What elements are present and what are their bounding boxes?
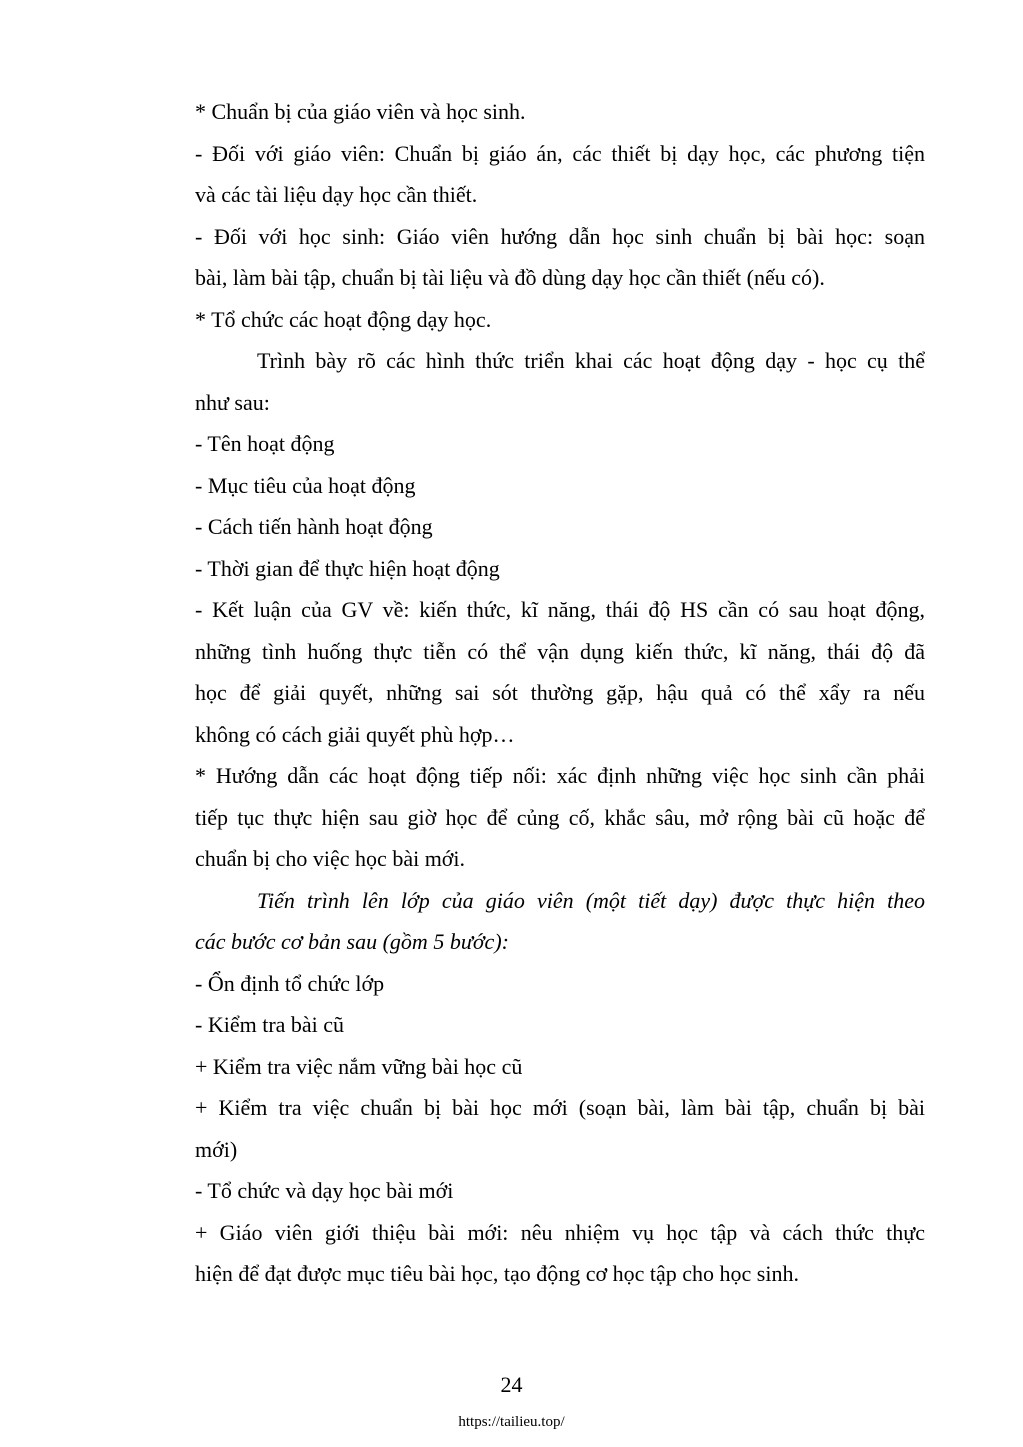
text-line: - Kết luận của GV về: kiến thức, kĩ năng, thái độ HS cần có sau hoạt động, <box>195 597 925 622</box>
text-line: tiếp tục thực hiện sau giờ học để củng cố, khắc sâu, mở rộng bài cũ hoặc để <box>195 804 925 830</box>
text-line: học để giải quyết, những sai sót thường gặp, hậu quả có thể xẩy ra nếu <box>195 680 925 705</box>
text-line: bài, làm bài tập, chuẩn bị tài liệu và đồ dùng dạy học cần thiết (nếu có). <box>195 265 825 290</box>
text-line: * Chuẩn bị của giáo viên và học sinh. <box>195 99 526 124</box>
text-line: - Cách tiến hành hoạt động <box>195 514 433 539</box>
text-line: như sau: <box>195 389 270 415</box>
footer-url[interactable]: https://tailieu.top/ <box>458 1414 565 1430</box>
text-line: mới) <box>195 1136 238 1162</box>
text-line: - Tổ chức và dạy học bài mới <box>195 1178 454 1203</box>
page-number: 24 <box>500 1372 523 1397</box>
text-line: * Tổ chức các hoạt động dạy học. <box>195 306 492 332</box>
text-line: - Đối với giáo viên: Chuẩn bị giáo án, các thiết bị dạy học, các phương tiện <box>195 140 925 166</box>
text-line: - Ổn định tổ chức lớp <box>195 970 385 996</box>
text-line: + Kiểm tra việc nắm vững bài học cũ <box>195 1053 523 1079</box>
text-line: * Hướng dẫn các hoạt động tiếp nối: xác định những việc học sinh cần phải <box>195 763 925 788</box>
text-line: - Mục tiêu của hoạt động <box>195 472 416 498</box>
text-line: chuẩn bị cho việc học bài mới. <box>195 846 466 871</box>
text-line: - Đối với học sinh: Giáo viên hướng dẫn học sinh chuẩn bị bài học: soạn <box>195 223 925 249</box>
text-line: Trình bày rõ các hình thức triển khai các hoạt động dạy - học cụ thể <box>257 348 925 373</box>
text-line: hiện để đạt được mục tiêu bài học, tạo động cơ học tập cho học sinh. <box>195 1261 799 1286</box>
document-body <box>195 91 925 1295</box>
text-line: + Giáo viên giới thiệu bài mới: nêu nhiệm vụ học tập và cách thức thực <box>195 1219 925 1245</box>
text-line: - Thời gian để thực hiện hoạt động <box>195 555 500 581</box>
text-line: và các tài liệu dạy học cần thiết. <box>195 182 478 207</box>
text-line: Tiến trình lên lớp của giáo viên (một tiết dạy) được thực hiện theo <box>257 887 925 913</box>
text-line: - Tên hoạt động <box>195 431 335 456</box>
text-line: + Kiểm tra việc chuẩn bị bài học mới (soạn bài, làm bài tập, chuẩn bị bài <box>195 1095 925 1120</box>
text-line: những tình huống thực tiễn có thể vận dụng kiến thức, kĩ năng, thái độ đã <box>195 638 925 664</box>
text-line: các bước cơ bản sau (gồm 5 bước): <box>195 929 509 954</box>
text-line: không có cách giải quyết phù hợp… <box>195 721 515 747</box>
text-line: - Kiểm tra bài cũ <box>195 1012 345 1037</box>
